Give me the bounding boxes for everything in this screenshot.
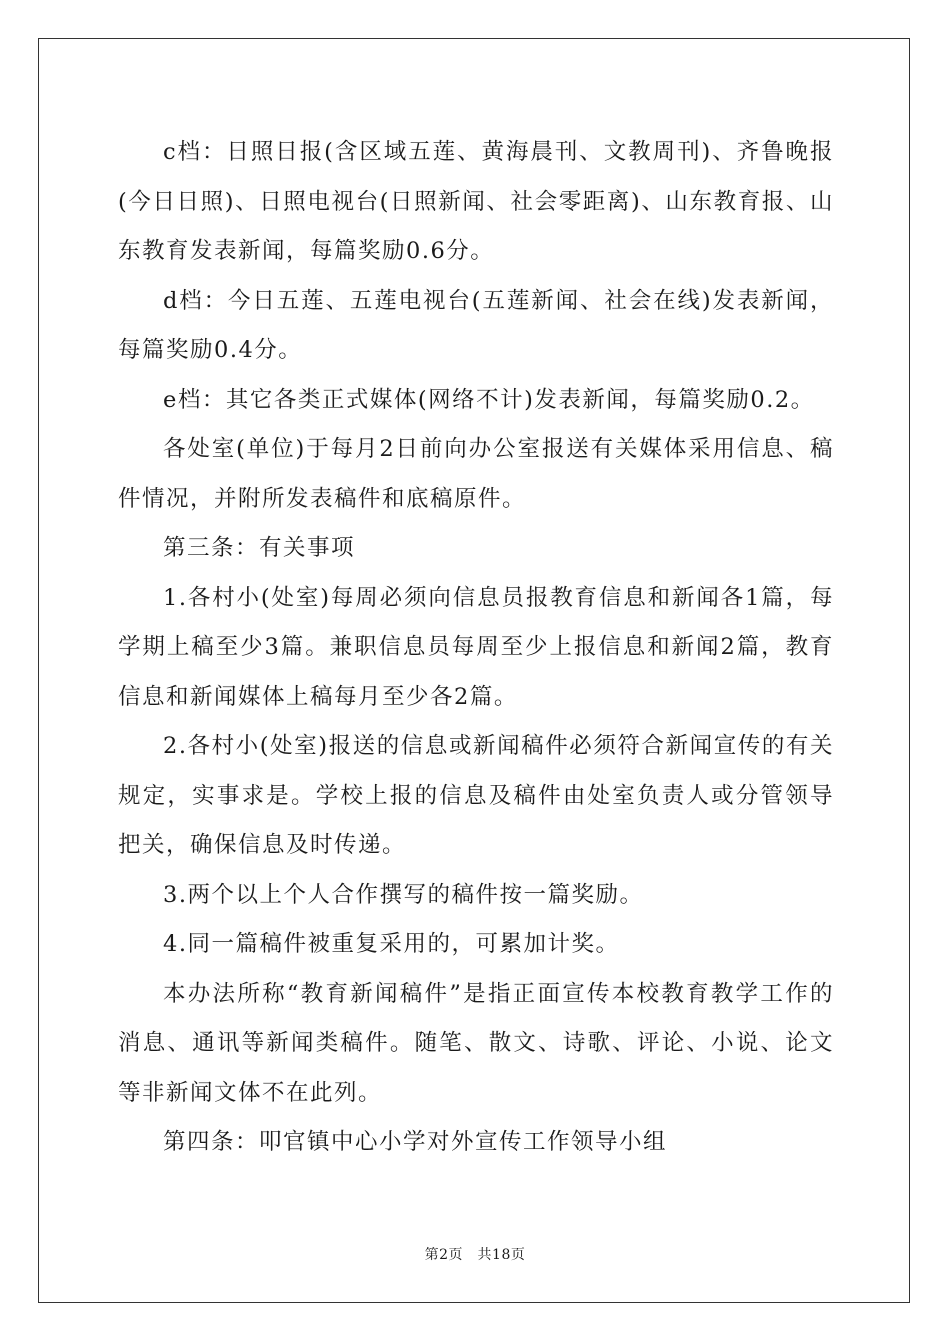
paragraph-item-1: 1.各村小(处室)每周必须向信息员报教育信息和新闻各1篇，每学期上稿至少3篇。兼职信息员每周至少上报信息和新闻2篇，教育信息和新闻媒体上稿每月至少各2篇。	[118, 584, 834, 710]
paragraph-item-3: 3.两个以上个人合作撰写的稿件按一篇奖励。	[163, 881, 644, 908]
paragraph-e-tier: e档：其它各类正式媒体(网络不计)发表新闻，每篇奖励0.2。	[163, 386, 815, 413]
paragraph-c-tier: c档：日照日报(含区域五莲、黄海晨刊、文教周刊)、齐鲁晚报(今日日照)、日照电视台(日照新闻、社会零距离)、山东教育报、山东教育发表新闻，每篇奖励0.6分。	[118, 139, 834, 264]
document-body	[118, 128, 834, 1168]
paragraph-d-tier: d档：今日五莲、五莲电视台(五莲新闻、社会在线)发表新闻，每篇奖励0.4分。	[118, 287, 834, 363]
section-heading-article-4: 第四条：叩官镇中心小学对外宣传工作领导小组	[163, 1129, 668, 1155]
paragraph-submission: 各处室(单位)于每月2日前向办公室报送有关媒体采用信息、稿件情况，并附所发表稿件和底稿原件。	[118, 436, 834, 512]
paragraph-definition: 本办法所称“教育新闻稿件”是指正面宣传本校教育教学工作的消息、通讯等新闻类稿件。随笔、散文、诗歌、评论、小说、论文等非新闻文体不在此列。	[118, 980, 834, 1106]
section-heading-article-3: 第三条：有关事项	[163, 535, 356, 561]
paragraph-item-4: 4.同一篇稿件被重复采用的，可累加计奖。	[163, 931, 620, 957]
page-number: 第2页 共18页	[424, 1247, 526, 1263]
paragraph-item-2: 2.各村小(处室)报送的信息或新闻稿件必须符合新闻宣传的有关规定，实事求是。学校上报的信息及稿件由处室负责人或分管领导把关，确保信息及时传递。	[118, 733, 834, 858]
